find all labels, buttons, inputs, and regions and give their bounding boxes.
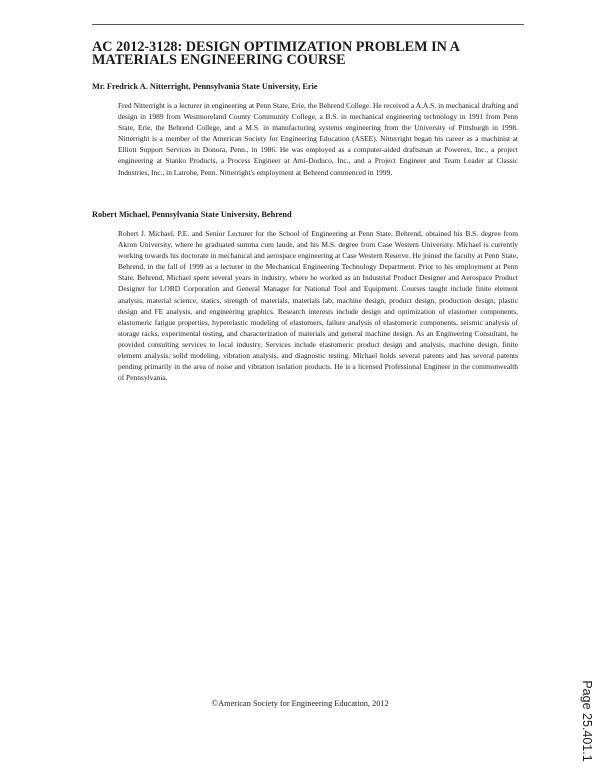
author-bio-nitterright: Fred Nitterright is a lecturer in engineering at Penn State, Erie, the Behrend College. He received a A.A.S. in mechanical drafting and design in 1989 from Westmoreland County Community College, a B.S. in mechanical engineering technology in 1991 from Penn State, Erie, the Behrend College, and a M.S. in manufacturing systems engineering from the University of Pittsburgh in 1998. Nitterright is a member of the American Society for Engineering Education (ASEE). Nitterright began his career as a machinist at Elliott Support Services in Donora, Penn., in 1986. He was employed as a computer-aided draftsman at Powerex, Inc., a project engineering at Stanko Products, a Process Engineer at Ami-Doduco, Inc., and a Project Engineer and Team Leader at Classic Industries, Inc., in Latrobe, Penn. Nitterright's employment at Behrend commenced in 1999. [118,101,518,177]
page-number-text: Page 25.401.1 [580,680,594,762]
paper-title: AC 2012-3128: DESIGN OPTIMIZATION PROBLEM IN A MATERIALS ENGINEERING COURSE [92,39,460,68]
page-number-label [578,676,596,766]
copyright-symbol: © [211,698,219,708]
author-heading-nitterright: Mr. Fredrick A. Nitterright, Pennsylvania State University, Erie [92,82,318,91]
author-bio-michael: Robert J. Michael, P.E. and Senior Lecturer for the School of Engineering at Penn State, Behrend, obtained his B.S. degree from Akron University, where he graduated summa cum laude, and his M.S. degree from Case Western University. Michael is currently working towards his doctorate in mechanical and aerospace engineering at Case Western Reserve. He joined the faculty at Penn State, Behrend, in the fall of 1999 as a lecturer in the Mechanical Engineering Technology Department. Prior to his employment at Penn State, Behrend, Michael spent several years in industry, where he worked as an Industrial Product Designer and Aerospace Product Designer for LORD Corporation and General Manager for National Tool and Equipment. Courses taught include finite element analysis, material science, statics, strength of materials, materials lab, machine design, product design, production design, plastic design and FE analysis, and engineering graphics. Research interests include design and optimization of elastomer components, elastomeric fatigue properties, hyperelastic modeling of elastomers, failure analysis of elastomeric components, seismic analysis of storage racks, experimental testing, and characterization of materials and general machine design. As an Engineering Consultant, he provided consulting services to local industry. Services include elastomeric product design and analysis, machine design, finite element analysis, solid modeling, vibration analysis, and diagnostic testing. Michael holds several patents and has several patents pending primarily in the area of noise and vibration isolation products. He is a licensed Professional Engineer in the commonwealth of Pennsylvania. [118,229,518,383]
copyright-text: American Society for Engineering Education, 2012 [218,699,389,708]
header-rule [92,24,524,25]
copyright-footer [0,698,600,708]
author-heading-michael: Robert Michael, Pennsylvania State University, Behrend [92,210,292,219]
